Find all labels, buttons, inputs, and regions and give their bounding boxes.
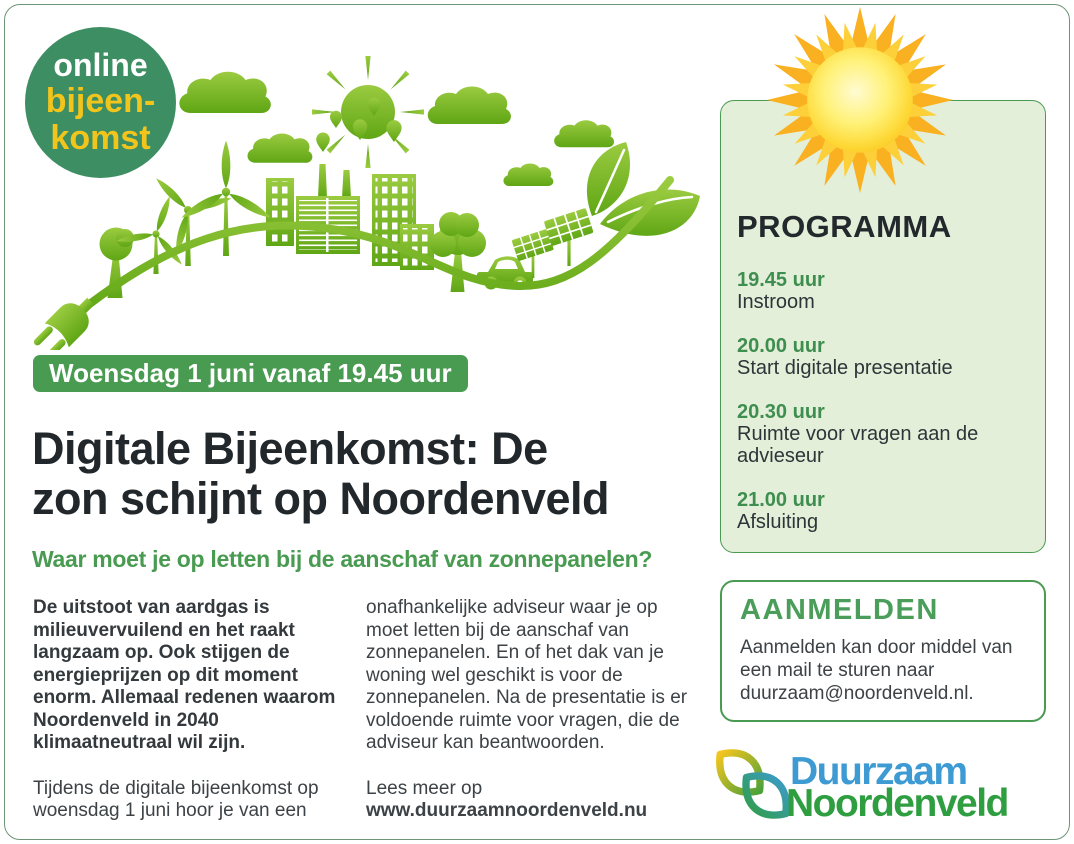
program-heading: PROGRAMMA xyxy=(737,209,952,244)
column-right xyxy=(366,597,698,823)
website-link[interactable]: www.duurzaamnoordenveld.nu xyxy=(366,800,648,821)
brand-logo xyxy=(712,740,1062,840)
green-sun-icon xyxy=(312,56,424,168)
program-item xyxy=(737,269,1025,313)
intro-paragraph: De uitstoot van aardgas is milieuvervuilend en het raakt langzaam op. Ook stijgen de energieprijzen op dit moment enorm. Allemaal redenen waarom Noordenveld in 2040 klimaatneutraal wil zijn. xyxy=(33,597,336,753)
title-line-1: Digitale Bijeenkomst: De xyxy=(32,423,548,474)
title-line-2: zon schijnt op Noordenveld xyxy=(32,473,610,524)
program-item-time: 19.45 uur xyxy=(737,269,825,291)
program-item xyxy=(737,335,1025,379)
leaf-logo-icon xyxy=(712,743,794,825)
signup-heading: AANMELDEN xyxy=(740,594,939,626)
signup-panel xyxy=(720,580,1046,722)
program-item-label: Afsluiting xyxy=(737,511,819,533)
logo-word-duurzaam: Duurzaam xyxy=(790,750,967,793)
badge-line-bijeen: bijeen- xyxy=(45,82,156,120)
main-title xyxy=(32,424,609,524)
column-left xyxy=(33,597,355,844)
program-item xyxy=(737,489,1025,533)
badge-line-online: online xyxy=(53,47,148,83)
program-item-time: 20.30 uur xyxy=(737,401,825,423)
leaf-icon xyxy=(587,142,700,236)
body-paragraph-right: onafhankelijke adviseur waar je op moet letten bij de aanschaf van zonnepanelen. En of het dak van je woning wel geschikt is voor de zonnepanelen. Na de presentatie is er voldoende ruimte voor vragen, die de adviseur kan beantwoorden. xyxy=(366,597,688,753)
online-badge xyxy=(25,27,176,178)
logo-word-noordenveld: Noordenveld xyxy=(786,782,1008,825)
signup-text: Aanmelden kan door middel van een mail te sturen naar duurzaam@noordenveld.nl. xyxy=(740,637,1013,704)
program-item-time: 20.00 uur xyxy=(737,335,825,357)
badge-line-komst: komst xyxy=(50,119,151,157)
date-banner: Woensdag 1 juni vanaf 19.45 uur xyxy=(33,355,468,392)
lees-meer-label: Lees meer op xyxy=(366,777,483,799)
body-paragraph-left: Tijdens de digitale bijeenkomst op woensdag 1 juni hoor je van een xyxy=(33,777,319,821)
sun-icon xyxy=(764,4,956,196)
program-item-label: Start digitale presentatie xyxy=(737,357,953,379)
subtitle: Waar moet je op letten bij de aanschaf van zonnepanelen? xyxy=(32,546,653,572)
program-item-time: 21.00 uur xyxy=(737,489,825,511)
program-item xyxy=(737,401,1025,467)
program-item-label: Instroom xyxy=(737,291,815,313)
solar-panel-icon xyxy=(544,208,594,266)
program-item-label: Ruimte voor vragen aan de advieseur xyxy=(737,423,979,467)
